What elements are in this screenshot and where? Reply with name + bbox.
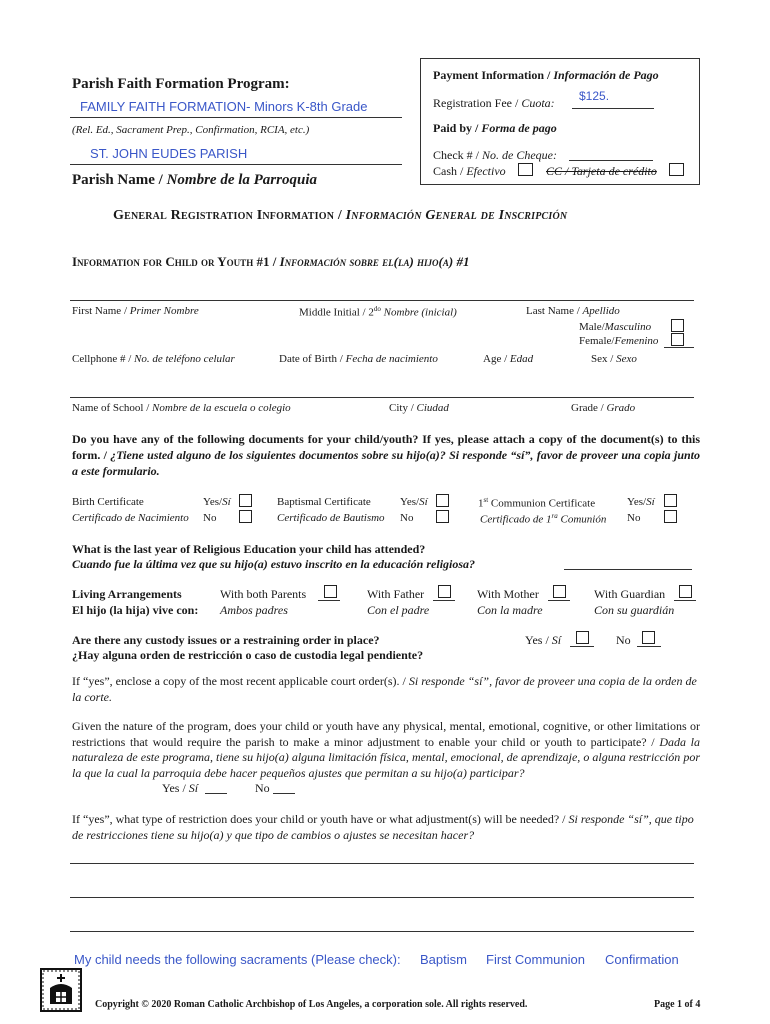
living-mother-checkbox[interactable] xyxy=(553,585,566,598)
living-both-underline xyxy=(318,600,340,601)
sex-label: Sex / Sexo xyxy=(591,353,637,365)
custody-no-underline xyxy=(637,646,661,647)
restriction-line-2[interactable] xyxy=(70,897,694,898)
program-value[interactable]: FAMILY FAITH FORMATION- Minors K-8th Grade xyxy=(80,99,368,114)
fee-value[interactable]: $125. xyxy=(579,89,610,103)
restriction-line-3[interactable] xyxy=(70,931,694,932)
living-both-checkbox[interactable] xyxy=(324,585,337,598)
sacraments-label: My child needs the following sacraments (Please check): xyxy=(74,952,401,967)
copyright: Copyright © 2020 Roman Catholic Archbishop of Los Angeles, a corporation sole. All rights reserved. xyxy=(95,999,528,1010)
dob-label: Date of Birth / Fecha de nacimiento xyxy=(279,353,438,365)
cellphone-label: Cellphone # / No. de teléfono celular xyxy=(72,353,235,365)
female-underline xyxy=(664,347,694,348)
custody-yes-label: Yes / Sí xyxy=(525,633,562,647)
last-name-label: Last Name / Apellido xyxy=(526,305,620,317)
limitations-yes-label: Yes / Sí xyxy=(162,781,199,795)
living-both-label: With both Parents xyxy=(220,587,307,601)
custody-yes-checkbox[interactable] xyxy=(576,631,589,644)
school-label: Name of School / Nombre de la escuela o colegio xyxy=(72,402,291,414)
birth-no-checkbox[interactable] xyxy=(239,510,252,523)
paid-by-label: Paid by / Forma de pago xyxy=(433,121,557,135)
baptismal-cert-label-es: Certificado de Bautismo xyxy=(277,512,385,524)
limitations-no-line[interactable] xyxy=(273,793,295,794)
check-label: Check # / No. de Cheque: xyxy=(433,148,557,162)
parish-label: Parish Name / Nombre de la Parroquia xyxy=(72,172,317,188)
birth-yes-label: Yes/Sí xyxy=(203,496,231,508)
last-year-line[interactable] xyxy=(564,569,692,570)
city-label: City / Ciudad xyxy=(389,402,449,414)
custody-no-checkbox[interactable] xyxy=(642,631,655,644)
custody-question-es: ¿Hay alguna orden de restricción o caso de custodia legal pendiente? xyxy=(72,648,424,662)
baptismal-yes-checkbox[interactable] xyxy=(436,494,449,507)
custody-yes-underline xyxy=(570,646,594,647)
living-father-underline xyxy=(433,600,455,601)
sacrament-baptism[interactable]: Baptism xyxy=(420,952,467,967)
documents-question: Do you have any of the following documents for your child/youth? If yes, please attach a copy of the document(s) to this form. / ¿Tiene usted alguno de los siguientes documentos sobre su hijo(a)? Si responde “sí”, favor de proveer una copia junto a este formulario. xyxy=(72,432,700,478)
child-heading: Information for Child or Youth #1 / Información sobre el(la) hijo(a) #1 xyxy=(72,254,470,269)
living-mother-underline xyxy=(548,600,570,601)
parish-underline xyxy=(70,164,402,165)
restriction-line-1[interactable] xyxy=(70,863,694,864)
living-father-checkbox[interactable] xyxy=(438,585,451,598)
last-year-question-es: Cuando fue la última vez que su hijo(a) estuvo inscrito en la educación religiosa? xyxy=(72,557,476,571)
first-name-label: First Name / Primer Nombre xyxy=(72,305,199,317)
living-mother-label-es: Con la madre xyxy=(477,603,543,617)
general-heading: General Registration Information / Información General de Inscripción xyxy=(113,208,568,223)
male-checkbox[interactable] xyxy=(671,319,684,332)
name-line[interactable] xyxy=(70,300,694,301)
limitations-question: Given the nature of the program, does your child or youth have any physical, mental, emotional, cognitive, or other limitations or restrictions that would require the parish to make a minor adjustment to enable your child or youth to participate? / Dada la naturaleza de este programa, tiene su hijo(a) alguna limitación física, mental, emocional, de aprendizaje, o alguna restricción por la que la cual la parroquia debe hacer pequeños ajustes que permitan a su hijo(a) participar? xyxy=(72,719,701,780)
cc-checkbox[interactable] xyxy=(669,163,684,176)
sacrament-confirmation[interactable]: Confirmation xyxy=(605,952,679,967)
custody-no-label: No xyxy=(616,633,631,647)
living-guardian-label-es: Con su guardián xyxy=(594,603,675,617)
female-label: Female/Femenino xyxy=(579,335,659,347)
communion-no-label: No xyxy=(627,512,641,524)
sacrament-first-communion[interactable]: First Communion xyxy=(486,952,585,967)
custody-question: Are there any custody issues or a restraining order in place? xyxy=(72,633,380,647)
limitations-no-label: No xyxy=(255,781,270,795)
communion-cert-label-es: Certificado de $1^{ra}$ Comunión xyxy=(480,512,607,526)
cash-label: Cash / Efectivo xyxy=(433,164,506,178)
page-number: Page 1 of 4 xyxy=(654,999,701,1010)
age-label: Age / Edad xyxy=(483,353,534,365)
fee-label: Registration Fee / Cuota: xyxy=(433,96,555,110)
baptismal-yes-label: Yes/Sí xyxy=(400,496,428,508)
living-both-label-es: Ambos padres xyxy=(220,603,288,617)
check-line[interactable] xyxy=(569,160,653,161)
parish-value[interactable]: ST. JOHN EUDES PARISH xyxy=(90,146,248,161)
birth-yes-checkbox[interactable] xyxy=(239,494,252,507)
birth-cert-label-es: Certificado de Nacimiento xyxy=(72,512,189,524)
baptismal-cert-label: Baptismal Certificate xyxy=(277,496,371,508)
middle-initial-label: Middle Initial / $2^{do}$ Nombre (inicial) xyxy=(299,305,457,319)
restriction-question: If “yes”, what type of restriction does your child or youth have or what adjustment(s) will be needed? / Si responde “sí”, que tipo de restricciones tiene su hijo(a) y que tipo de cambios o ajustes se necesitan hacer? xyxy=(72,812,694,842)
living-father-label-es: Con el padre xyxy=(367,603,430,617)
baptismal-no-label: No xyxy=(400,512,414,524)
living-guardian-label: With Guardian xyxy=(594,587,666,601)
program-note: (Rel. Ed., Sacrament Prep., Confirmation, RCIA, etc.) xyxy=(72,124,310,136)
last-year-question: What is the last year of Religious Education your child has attended? xyxy=(72,542,426,556)
payment-title: Payment Information / Información de Pago xyxy=(433,68,659,82)
fee-line xyxy=(572,108,654,109)
living-label: Living Arrangements xyxy=(72,587,182,601)
male-label: Male/Masculino xyxy=(579,321,652,333)
limitations-yes-line[interactable] xyxy=(205,793,227,794)
birth-cert-label: Birth Certificate xyxy=(72,496,144,508)
female-checkbox[interactable] xyxy=(671,333,684,346)
communion-cert-label: 1st Communion Certificate xyxy=(478,496,596,510)
living-guardian-underline xyxy=(674,600,696,601)
grade-label: Grade / Grado xyxy=(571,402,636,414)
communion-yes-checkbox[interactable] xyxy=(664,494,677,507)
birth-no-label: No xyxy=(203,512,217,524)
communion-no-checkbox[interactable] xyxy=(664,510,677,523)
living-guardian-checkbox[interactable] xyxy=(679,585,692,598)
baptismal-no-checkbox[interactable] xyxy=(436,510,449,523)
cc-label: CC / Tarjeta de crédito xyxy=(546,164,657,178)
communion-yes-label: Yes/Sí xyxy=(627,496,655,508)
archdiocese-logo-icon xyxy=(40,968,82,1012)
court-order-note: If “yes”, enclose a copy of the most recent applicable court order(s). / Si responde “sí”, favor de proveer una copia de la orden de la corte. xyxy=(72,674,697,704)
program-underline xyxy=(70,117,402,118)
school-line[interactable] xyxy=(70,397,694,398)
living-mother-label: With Mother xyxy=(477,587,539,601)
living-label-es: El hijo (la hija) vive con: xyxy=(72,603,199,617)
living-father-label: With Father xyxy=(367,587,425,601)
program-label: Parish Faith Formation Program: xyxy=(72,76,290,92)
cash-checkbox[interactable] xyxy=(518,163,533,176)
